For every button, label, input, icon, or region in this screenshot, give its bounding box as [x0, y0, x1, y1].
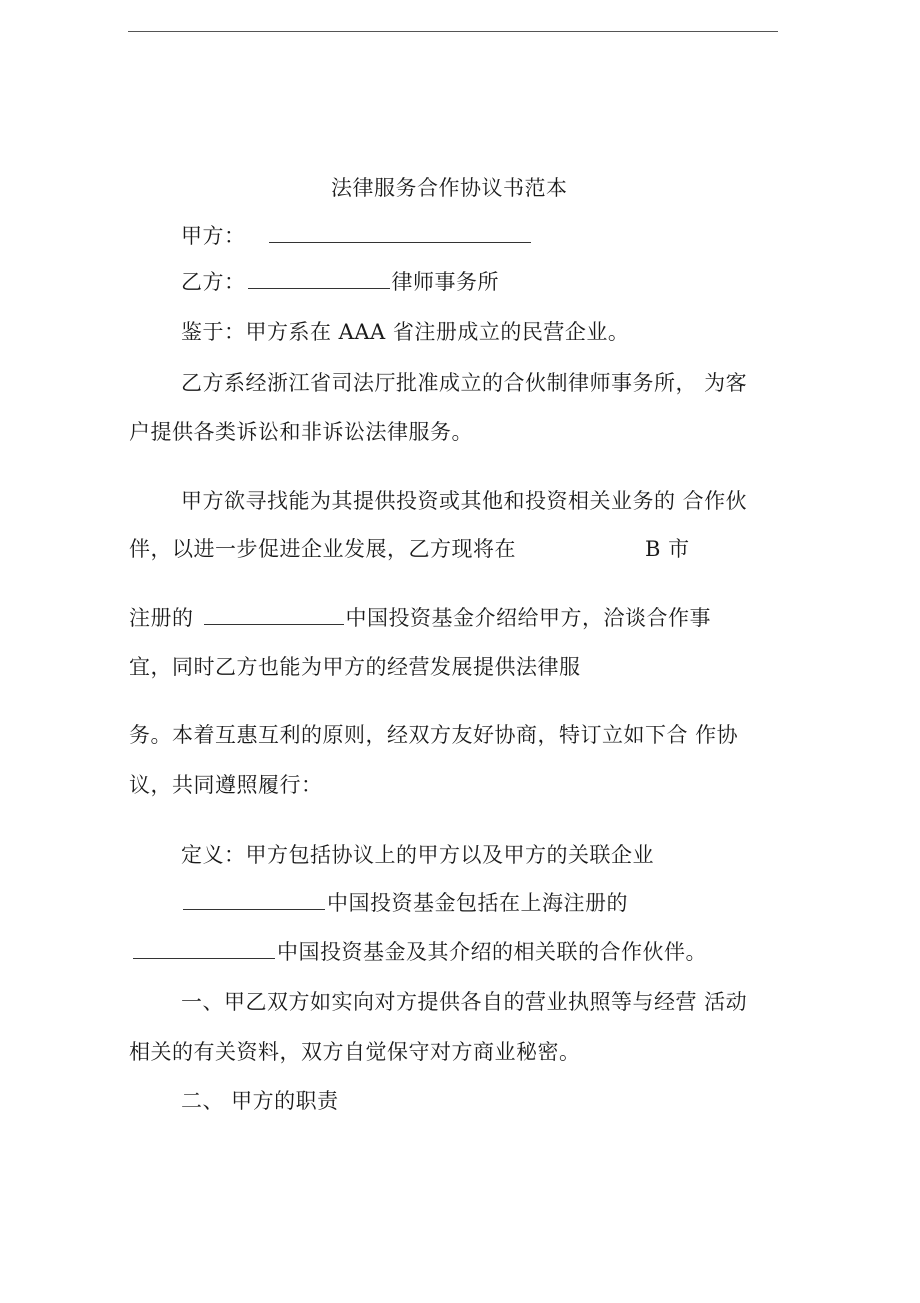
- header-rule: [128, 31, 778, 32]
- p1-line-1: 乙方系经浙江省司法厅批准成立的合伙制律师事务所， 为客: [181, 371, 748, 395]
- party-b-label: 乙方：: [181, 270, 246, 294]
- party-b-suffix: 律师事务所: [391, 270, 499, 294]
- definition-line-3-text: 中国投资基金及其介绍的相关联的合作伙伴。: [277, 940, 707, 964]
- p2-line-3-text: 中国投资基金介绍给甲方，洽谈合作事: [345, 606, 711, 630]
- p2-line-4: 宜，同时乙方也能为甲方的经营发展提供法律服: [129, 655, 581, 679]
- fund-name-blank-1: [204, 604, 344, 625]
- party-a-label: 甲方：: [181, 224, 246, 248]
- article-1-line-1: 一、甲乙双方如实向对方提供各自的营业执照等与经营 活动: [181, 990, 748, 1014]
- party-b-line: [181, 268, 499, 296]
- article-2-heading: 二、 甲方的职责: [181, 1089, 339, 1113]
- fund-name-blank-3: [133, 938, 275, 959]
- p2-line-6: 议，共同遵照履行：: [129, 773, 323, 797]
- article-1-line-2: 相关的有关资料，双方自觉保守对方商业秘密。: [129, 1040, 581, 1064]
- p1-line-2: 户提供各类诉讼和非诉讼法律服务。: [129, 420, 473, 444]
- p2-line-1: 甲方欲寻找能为其提供投资或其他和投资相关业务的 合作伙: [181, 489, 748, 513]
- document-title: 法律服务合作协议书范本: [331, 176, 568, 200]
- party-a-line: [181, 222, 533, 250]
- party-b-blank: [248, 268, 390, 289]
- p2-line-2: [129, 535, 516, 563]
- definition-line-3: [131, 938, 707, 966]
- p2-line-2-text: 伴，以进一步促进企业发展，乙方现将在: [129, 537, 516, 561]
- definition-line-2: [181, 889, 628, 917]
- whereas-clause: 鉴于：甲方系在 AAA 省注册成立的民营企业。: [181, 320, 630, 344]
- definition-line-2-text: 中国投资基金包括在上海注册的: [327, 891, 628, 915]
- p2-city-b: B 市: [645, 537, 690, 561]
- registered-label: 注册的: [129, 606, 194, 630]
- fund-name-blank-2: [183, 889, 325, 910]
- party-a-blank: [269, 222, 531, 243]
- p2-line-5: 务。本着互惠互利的原则，经双方友好协商，特订立如下合 作协: [129, 723, 739, 747]
- p2-line-3: [129, 604, 711, 632]
- definition-line-1: 定义：甲方包括协议上的甲方以及甲方的关联企业: [181, 843, 654, 867]
